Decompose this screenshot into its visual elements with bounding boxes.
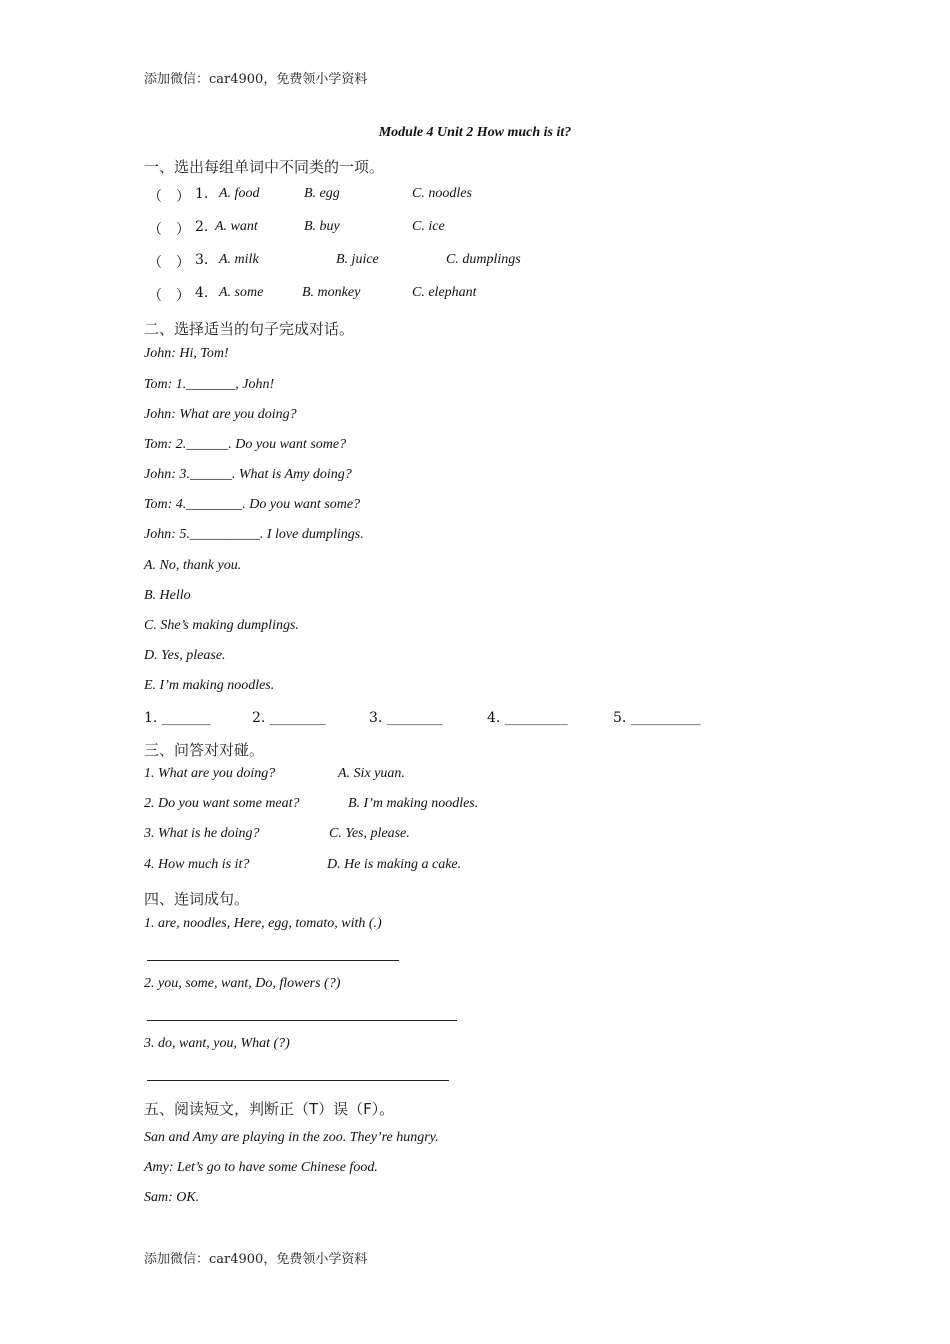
dialogue-line: John: 3.______. What is Amy doing? [144, 467, 352, 482]
dialogue-line: Tom: 2.______. Do you want some? [144, 437, 347, 452]
option-a: A. food [219, 186, 260, 201]
choice-option: A. No, thank you. [144, 558, 242, 573]
item-number: 1. [195, 186, 209, 202]
scrambled-words: 1. are, noodles, Here, egg, tomato, with (.) [144, 916, 382, 931]
choice-option: D. Yes, please. [144, 648, 226, 663]
choice-option: B. Hello [144, 588, 191, 603]
answer-blank[interactable]: 2. ________ [252, 710, 326, 726]
dialogue-line: John: Hi, Tom! [144, 346, 229, 361]
response: C. Yes, please. [329, 826, 410, 841]
answer-blank[interactable]: 3. ________ [369, 710, 443, 726]
passage-line: San and Amy are playing in the zoo. They’re hungry. [144, 1130, 439, 1145]
answer-blank[interactable]: 4. _________ [487, 710, 568, 726]
dialogue-line: John: What are you doing? [144, 407, 297, 422]
option-c: C. ice [412, 219, 445, 234]
question: 3. What is he doing? [144, 826, 260, 841]
page-footer: 添加微信：car4900，免费领小学资料 [144, 1252, 368, 1267]
answer-line[interactable] [147, 1020, 457, 1021]
answer-line[interactable] [147, 1080, 449, 1081]
choice-option: E. I’m making noodles. [144, 678, 275, 693]
answer-blank[interactable]: 1. _______ [144, 710, 211, 726]
item-number: 2. [195, 219, 209, 235]
answer-paren[interactable]: （ ） [148, 255, 190, 271]
response: D. He is making a cake. [327, 857, 462, 872]
passage-line: Sam: OK. [144, 1190, 200, 1205]
scrambled-words: 2. you, some, want, Do, flowers (?) [144, 976, 341, 991]
choice-option: C. She’s making dumplings. [144, 618, 299, 633]
passage-line: Amy: Let’s go to have some Chinese food. [144, 1160, 378, 1175]
scrambled-words: 3. do, want, you, What (?) [144, 1036, 290, 1051]
option-c: C. noodles [412, 186, 472, 201]
item-number: 3. [195, 252, 209, 268]
section4-heading: 四、连词成句。 [144, 890, 250, 908]
answer-paren[interactable]: （ ） [148, 222, 190, 238]
question: 1. What are you doing? [144, 766, 276, 781]
worksheet-title: Module 4 Unit 2 How much is it? [378, 125, 572, 140]
section3-heading: 三、问答对对碰。 [144, 741, 265, 759]
dialogue-line: Tom: 4.________. Do you want some? [144, 497, 361, 512]
dialogue-line: John: 5.__________. I love dumplings. [144, 527, 364, 542]
option-b: B. buy [304, 219, 340, 234]
section2-heading: 二、选择适当的句子完成对话。 [144, 320, 355, 338]
option-b: B. juice [336, 252, 379, 267]
answer-blank[interactable]: 5. __________ [613, 710, 701, 726]
answer-paren[interactable]: （ ） [148, 189, 190, 205]
option-b: B. monkey [302, 285, 361, 300]
question: 2. Do you want some meat? [144, 796, 300, 811]
dialogue-line: Tom: 1._______, John! [144, 377, 275, 392]
answer-paren[interactable]: （ ） [148, 288, 190, 304]
option-a: A. some [219, 285, 264, 300]
question: 4. How much is it? [144, 857, 250, 872]
answer-line[interactable] [147, 960, 399, 961]
option-a: A. milk [219, 252, 259, 267]
section1-heading: 一、选出每组单词中不同类的一项。 [144, 158, 385, 176]
option-c: C. elephant [412, 285, 477, 300]
response: B. I’m making noodles. [348, 796, 479, 811]
response: A. Six yuan. [338, 766, 405, 781]
page-header: 添加微信：car4900，免费领小学资料 [144, 72, 368, 87]
option-c: C. dumplings [446, 252, 521, 267]
section5-heading: 五、阅读短文，判断正（T）误（F）。 [144, 1100, 395, 1118]
option-a: A. want [215, 219, 258, 234]
option-b: B. egg [304, 186, 340, 201]
item-number: 4. [195, 285, 209, 301]
